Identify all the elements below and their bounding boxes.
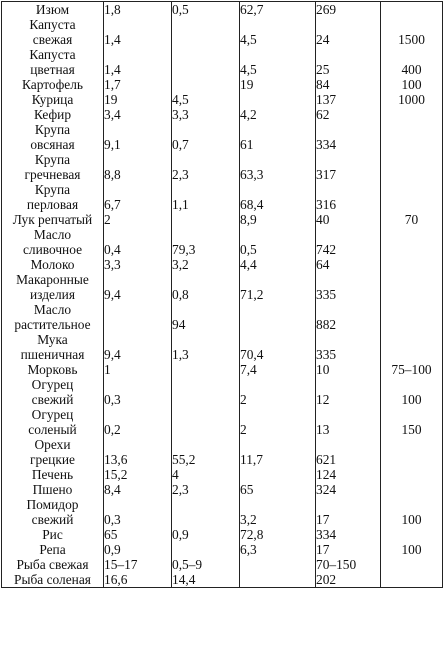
food-name-line: сливочное (22, 242, 83, 257)
fat-cell (172, 497, 240, 527)
fat-cell: 3,3 (172, 107, 240, 122)
carbs-cell: 6,3 (240, 542, 316, 557)
carbs-cell: 2 (240, 377, 316, 407)
calories-cell: 40 (316, 212, 381, 227)
fat-cell: 0,7 (172, 122, 240, 152)
calories-cell: 24 (316, 17, 381, 47)
carbs-cell: 4,5 (240, 47, 316, 77)
food-name-line: Мука (37, 332, 68, 347)
calories-cell: 64 (316, 257, 381, 272)
protein-cell: 9,4 (104, 272, 172, 302)
table-row (2, 572, 443, 588)
fat-cell: 2,3 (172, 152, 240, 182)
food-name-cell (2, 437, 104, 467)
carbs-cell: 0,5 (240, 227, 316, 257)
food-name-cell (2, 482, 104, 497)
protein-cell: 65 (104, 527, 172, 542)
carbs-cell: 65 (240, 482, 316, 497)
carbs-cell: 61 (240, 122, 316, 152)
protein-cell: 1,7 (104, 77, 172, 92)
carbs-cell: 7,4 (240, 362, 316, 377)
food-name-line: свежая (32, 32, 73, 47)
vitamin-cell: 75–100 (381, 362, 443, 377)
fat-cell (172, 377, 240, 407)
food-name-line: Огурец (31, 377, 74, 392)
fat-cell (172, 542, 240, 557)
protein-cell: 6,7 (104, 182, 172, 212)
vitamin-cell (381, 2, 443, 18)
food-name-line: пшеничная (20, 347, 85, 362)
protein-cell: 1,4 (104, 47, 172, 77)
table-row (2, 92, 443, 107)
food-name-line: Изюм (35, 2, 70, 17)
food-name-line: Масло (33, 302, 72, 317)
table-row (2, 497, 443, 527)
table-row (2, 482, 443, 497)
carbs-cell (240, 92, 316, 107)
food-name-cell (2, 227, 104, 257)
calories-cell: 17 (316, 542, 381, 557)
carbs-cell: 4,2 (240, 107, 316, 122)
calories-cell: 316 (316, 182, 381, 212)
protein-cell: 0,3 (104, 377, 172, 407)
vitamin-cell: 70 (381, 212, 443, 227)
fat-cell: 79,3 (172, 227, 240, 257)
calories-cell: 269 (316, 2, 381, 18)
calories-cell: 621 (316, 437, 381, 467)
vitamin-cell (381, 482, 443, 497)
food-name-cell (2, 257, 104, 272)
vitamin-cell (381, 572, 443, 588)
fat-cell: 1,1 (172, 182, 240, 212)
protein-cell: 1,4 (104, 17, 172, 47)
calories-cell: 124 (316, 467, 381, 482)
vitamin-cell: 100 (381, 497, 443, 527)
vitamin-cell (381, 302, 443, 332)
vitamin-cell (381, 527, 443, 542)
vitamin-cell: 100 (381, 77, 443, 92)
calories-cell: 317 (316, 152, 381, 182)
protein-cell: 15–17 (104, 557, 172, 572)
food-name-line: перловая (26, 197, 79, 212)
food-name-line: Рыба свежая (16, 557, 89, 572)
fat-cell (172, 212, 240, 227)
fat-cell: 0,8 (172, 272, 240, 302)
vitamin-cell: 400 (381, 47, 443, 77)
food-name-line: свежий (31, 512, 74, 527)
calories-cell: 137 (316, 92, 381, 107)
protein-cell: 19 (104, 92, 172, 107)
food-name-cell (2, 467, 104, 482)
table-row (2, 122, 443, 152)
table-row (2, 377, 443, 407)
food-name-line: Лук репчатый (12, 212, 93, 227)
food-name-cell (2, 302, 104, 332)
table-row (2, 407, 443, 437)
food-name-line: Огурец (31, 407, 74, 422)
fat-cell: 4,5 (172, 92, 240, 107)
vitamin-cell: 100 (381, 542, 443, 557)
food-name-line: Макаронные (16, 272, 89, 287)
fat-cell (172, 47, 240, 77)
vitamin-cell (381, 272, 443, 302)
calories-cell: 70–150 (316, 557, 381, 572)
food-name-line: Крупа (34, 182, 71, 197)
protein-cell: 16,6 (104, 572, 172, 588)
carbs-cell: 8,9 (240, 212, 316, 227)
vitamin-cell (381, 437, 443, 467)
protein-cell: 0,4 (104, 227, 172, 257)
food-name-cell (2, 212, 104, 227)
calories-cell: 84 (316, 77, 381, 92)
vitamin-cell: 1000 (381, 92, 443, 107)
calories-cell: 324 (316, 482, 381, 497)
carbs-cell (240, 302, 316, 332)
table-row (2, 212, 443, 227)
vitamin-cell (381, 152, 443, 182)
fat-cell: 0,5 (172, 2, 240, 18)
calories-cell: 13 (316, 407, 381, 437)
carbs-cell: 72,8 (240, 527, 316, 542)
food-name-cell (2, 542, 104, 557)
protein-cell: 0,3 (104, 497, 172, 527)
nutrition-table (1, 1, 443, 588)
calories-cell: 25 (316, 47, 381, 77)
protein-cell: 0,2 (104, 407, 172, 437)
food-name-cell (2, 17, 104, 47)
fat-cell (172, 407, 240, 437)
table-row (2, 17, 443, 47)
food-name-cell (2, 47, 104, 77)
table-row (2, 182, 443, 212)
vitamin-cell (381, 257, 443, 272)
protein-cell: 13,6 (104, 437, 172, 467)
vitamin-cell (381, 467, 443, 482)
vitamin-cell: 100 (381, 377, 443, 407)
fat-cell: 94 (172, 302, 240, 332)
table-row (2, 152, 443, 182)
food-name-cell (2, 332, 104, 362)
table-row (2, 2, 443, 18)
vitamin-cell: 150 (381, 407, 443, 437)
table-row (2, 362, 443, 377)
fat-cell (172, 77, 240, 92)
carbs-cell: 3,2 (240, 497, 316, 527)
protein-cell: 8,4 (104, 482, 172, 497)
table-row (2, 332, 443, 362)
calories-cell: 12 (316, 377, 381, 407)
food-name-line: Орехи (34, 437, 71, 452)
food-name-cell (2, 557, 104, 572)
vitamin-cell (381, 122, 443, 152)
table-row (2, 257, 443, 272)
carbs-cell (240, 467, 316, 482)
fat-cell (172, 17, 240, 47)
food-name-cell (2, 527, 104, 542)
fat-cell: 0,9 (172, 527, 240, 542)
carbs-cell: 68,4 (240, 182, 316, 212)
fat-cell (172, 362, 240, 377)
vitamin-cell (381, 107, 443, 122)
protein-cell: 1,8 (104, 2, 172, 18)
carbs-cell: 63,3 (240, 152, 316, 182)
food-name-cell (2, 122, 104, 152)
fat-cell: 4 (172, 467, 240, 482)
food-name-line: растительное (14, 317, 91, 332)
carbs-cell: 11,7 (240, 437, 316, 467)
protein-cell (104, 302, 172, 332)
food-name-line: Картофель (22, 77, 83, 92)
calories-cell: 882 (316, 302, 381, 332)
calories-cell: 334 (316, 122, 381, 152)
food-name-line: цветная (30, 62, 75, 77)
protein-cell: 9,1 (104, 122, 172, 152)
food-name-line: Рис (42, 527, 63, 542)
food-name-cell (2, 497, 104, 527)
food-name-line: Капуста (29, 17, 76, 32)
table-row (2, 542, 443, 557)
food-name-cell (2, 107, 104, 122)
food-name-line: Рыба соленая (14, 572, 91, 587)
food-name-line: Курица (31, 92, 74, 107)
food-name-cell (2, 92, 104, 107)
food-name-cell (2, 572, 104, 588)
table-row (2, 227, 443, 257)
calories-cell: 742 (316, 227, 381, 257)
fat-cell: 55,2 (172, 437, 240, 467)
fat-cell: 0,5–9 (172, 557, 240, 572)
protein-cell: 8,8 (104, 152, 172, 182)
vitamin-cell: 1500 (381, 17, 443, 47)
fat-cell: 3,2 (172, 257, 240, 272)
food-name-line: Кефир (33, 107, 72, 122)
table-row (2, 302, 443, 332)
table-row (2, 467, 443, 482)
table-row (2, 437, 443, 467)
calories-cell: 334 (316, 527, 381, 542)
calories-cell: 335 (316, 272, 381, 302)
food-name-line: свежий (31, 392, 74, 407)
food-name-cell (2, 377, 104, 407)
food-name-line: Помидор (26, 497, 79, 512)
food-name-cell (2, 272, 104, 302)
vitamin-cell (381, 557, 443, 572)
protein-cell: 15,2 (104, 467, 172, 482)
calories-cell: 202 (316, 572, 381, 588)
table-row (2, 272, 443, 302)
calories-cell: 62 (316, 107, 381, 122)
carbs-cell (240, 572, 316, 588)
table-body (2, 2, 443, 588)
fat-cell: 2,3 (172, 482, 240, 497)
food-name-cell (2, 2, 104, 18)
food-name-line: овсяная (30, 137, 75, 152)
carbs-cell (240, 557, 316, 572)
food-name-cell (2, 407, 104, 437)
protein-cell: 3,3 (104, 257, 172, 272)
table-row (2, 47, 443, 77)
fat-cell: 14,4 (172, 572, 240, 588)
food-name-line: гречневая (24, 167, 81, 182)
protein-cell: 1 (104, 362, 172, 377)
carbs-cell: 70,4 (240, 332, 316, 362)
carbs-cell: 71,2 (240, 272, 316, 302)
fat-cell: 1,3 (172, 332, 240, 362)
table-row (2, 77, 443, 92)
food-name-line: Крупа (34, 122, 71, 137)
food-name-line: Печень (31, 467, 74, 482)
food-name-cell (2, 362, 104, 377)
food-name-line: Молоко (30, 257, 75, 272)
carbs-cell: 19 (240, 77, 316, 92)
food-name-line: грецкие (30, 452, 75, 467)
food-name-line: изделия (30, 287, 75, 302)
carbs-cell: 4,5 (240, 17, 316, 47)
protein-cell: 3,4 (104, 107, 172, 122)
calories-cell: 10 (316, 362, 381, 377)
food-name-line: соленый (28, 422, 77, 437)
protein-cell: 0,9 (104, 542, 172, 557)
vitamin-cell (381, 227, 443, 257)
calories-cell: 335 (316, 332, 381, 362)
calories-cell: 17 (316, 497, 381, 527)
table-row (2, 527, 443, 542)
carbs-cell: 62,7 (240, 2, 316, 18)
food-name-line: Морковь (27, 362, 78, 377)
vitamin-cell (381, 332, 443, 362)
food-name-line: Капуста (29, 47, 76, 62)
carbs-cell: 2 (240, 407, 316, 437)
table-row (2, 557, 443, 572)
food-name-line: Крупа (34, 152, 71, 167)
protein-cell: 2 (104, 212, 172, 227)
carbs-cell: 4,4 (240, 257, 316, 272)
food-name-cell (2, 152, 104, 182)
table-row (2, 107, 443, 122)
vitamin-cell (381, 182, 443, 212)
food-name-cell (2, 77, 104, 92)
food-name-line: Пшено (32, 482, 73, 497)
food-name-line: Масло (33, 227, 72, 242)
food-name-line: Репа (39, 542, 66, 557)
protein-cell: 9,4 (104, 332, 172, 362)
food-name-cell (2, 182, 104, 212)
